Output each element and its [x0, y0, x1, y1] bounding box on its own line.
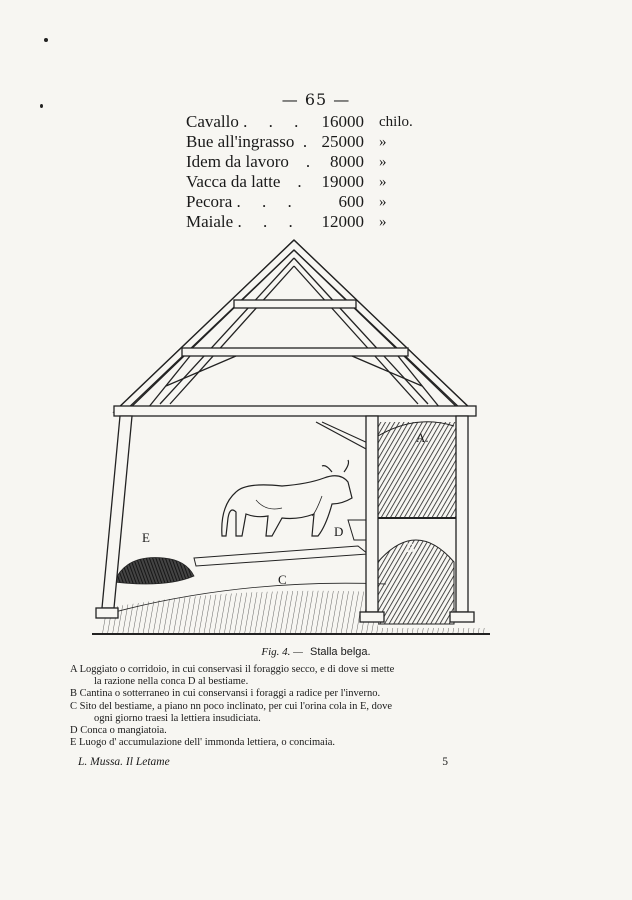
weight-value: 600 [338, 192, 364, 211]
weight-unit: chilo. [379, 114, 413, 130]
animal-name: Vacca da latte . [186, 172, 302, 191]
weight-unit: » [379, 134, 387, 150]
label-A: A. [416, 430, 429, 445]
figure-title: Stalla belga. [310, 646, 371, 658]
weight-value: 25000 [321, 132, 364, 151]
legend-text: A Loggiato o corridoio, in cui conservasi il foraggio secco, e di dove si mette [70, 664, 395, 675]
label-E: E [142, 530, 150, 545]
weights-row [186, 192, 426, 212]
legend-text: D Conca o mangiatoia. [70, 725, 167, 737]
weights-row [186, 132, 426, 152]
legend-entry [70, 701, 490, 725]
manure-heap [114, 558, 194, 585]
weight-value: 16000 [321, 112, 364, 131]
legend-text-cont: ogni giorno traesi la lettiera insudiciata. [94, 712, 261, 724]
weight-value: 19000 [321, 172, 364, 191]
animal-name: Maiale . . . [186, 212, 293, 231]
signature-mark: 5 [442, 756, 448, 768]
legend-entry [70, 688, 490, 700]
animal-name: Bue all'ingrasso . [186, 132, 308, 151]
legend-entry [70, 725, 490, 737]
root-cellar [378, 540, 454, 624]
label-C: C [278, 572, 287, 587]
legend-text-cont: la razione nella conca D al bestiame. [94, 676, 249, 688]
weight-unit: » [379, 174, 387, 190]
figure-caption [0, 646, 632, 658]
running-title: L. Mussa. Il Letame [78, 756, 170, 768]
legend-entry [70, 664, 490, 688]
weights-row [186, 212, 426, 232]
animal-name: Cavallo . . . [186, 112, 299, 131]
legend-text: C Sito del bestiame, a piano nn poco inclinato, per cui l'orina cola in E, dove [70, 700, 393, 712]
page-number: — 65 — [281, 90, 351, 109]
animal-name: Idem da lavoro . [186, 152, 311, 171]
weight-value: 12000 [321, 212, 364, 231]
weight-unit: » [379, 214, 387, 230]
stable-floor [194, 546, 368, 566]
ink-speck [44, 38, 48, 42]
label-B: B [406, 540, 415, 555]
figure-number: Fig. 4. — [261, 646, 303, 658]
roof-truss [114, 240, 476, 416]
legend-entry [70, 737, 490, 749]
animal-name: Pecora . . . [186, 192, 292, 211]
weight-unit: » [379, 154, 387, 170]
legend-text: E Luogo d' accumulazione dell' immonda lettiera, o concimaia. [70, 737, 336, 749]
weight-value: 8000 [330, 152, 364, 171]
weights-table [186, 112, 426, 232]
stable-illustration [86, 236, 496, 640]
weight-unit: » [379, 194, 387, 210]
weights-row [186, 112, 426, 132]
figure-legend [70, 664, 490, 749]
legend-text: B Cantina o sotterraneo in cui conservansi i foraggi a radice per l'inverno. [70, 688, 381, 700]
weights-row [186, 152, 426, 172]
weights-row [186, 172, 426, 192]
ox [222, 460, 352, 536]
label-D: D [334, 524, 344, 539]
page-footer [78, 756, 448, 768]
